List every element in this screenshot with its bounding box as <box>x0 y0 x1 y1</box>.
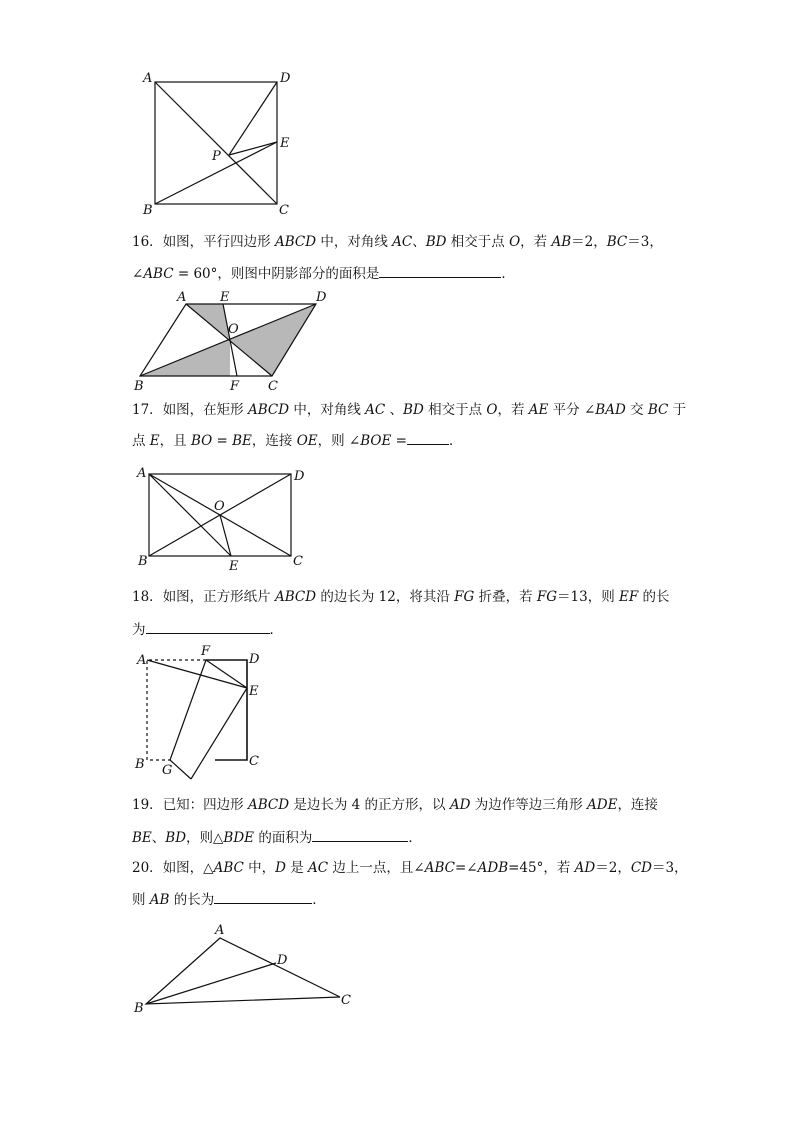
math: BE <box>132 830 152 846</box>
label-e: E <box>229 559 239 574</box>
text: 、 <box>385 402 404 418</box>
text: ∠ <box>132 266 144 282</box>
label-d: D <box>294 469 305 484</box>
question-number: 19． <box>132 797 163 813</box>
text: = 60°，则图中阴影部分的面积是 <box>173 266 380 282</box>
math: ABCD <box>274 234 317 250</box>
text: ，则△ <box>186 830 224 846</box>
text: 交 <box>625 402 648 418</box>
text: ＝2， <box>595 860 631 876</box>
text: ，则 ∠ <box>317 433 361 449</box>
text: ． <box>312 892 326 908</box>
text: 如图，△ <box>162 860 214 876</box>
text: ＝3， <box>627 234 663 250</box>
text: 的长 <box>638 589 670 605</box>
math: CD <box>630 860 652 876</box>
text: =45°，若 <box>508 860 575 876</box>
text: ，连接 <box>617 797 658 813</box>
label-a: A <box>143 71 153 86</box>
text: 平分 ∠ <box>548 402 596 418</box>
label-f: F <box>230 379 240 394</box>
math: ABC <box>213 860 244 876</box>
text: 是 <box>285 860 309 876</box>
text: ． <box>448 433 463 449</box>
question-number: 16． <box>132 234 163 250</box>
label-p: P <box>212 149 221 164</box>
text: ． <box>269 622 283 638</box>
text: =∠ <box>455 860 478 876</box>
text: ，连接 <box>251 433 297 449</box>
text: 如图，平行四边形 <box>162 234 275 250</box>
label-b: B <box>134 379 144 394</box>
label-a: A <box>215 923 225 938</box>
text: 于 <box>668 402 687 418</box>
segment-bd <box>146 963 276 1004</box>
math: BO <box>190 433 213 449</box>
text: 、 <box>151 830 166 846</box>
text: 、 <box>412 234 426 250</box>
math: AC <box>392 234 413 250</box>
text: 则 <box>132 892 150 908</box>
math: ABCD <box>274 589 317 605</box>
label-c: C <box>293 554 303 569</box>
text: ＝3， <box>651 860 688 876</box>
math: BAD <box>595 402 626 418</box>
text: 为 <box>132 622 146 638</box>
triangle-abc <box>146 938 340 1004</box>
math: AB <box>149 892 170 908</box>
math: BOE <box>360 433 392 449</box>
math: ADE <box>587 797 618 813</box>
math: ABC <box>143 266 174 282</box>
label-e: E <box>220 290 230 305</box>
label-d: D <box>249 652 260 667</box>
label-a: A <box>177 290 187 305</box>
label-g: G <box>162 763 173 778</box>
text: 为边作等边三角形 <box>470 797 587 813</box>
label-d: D <box>316 290 327 305</box>
text: = <box>391 433 407 449</box>
label-c: C <box>279 203 289 218</box>
text: 中， <box>243 860 276 876</box>
math: OE <box>296 433 318 449</box>
text: 是边长为 4 的正方形，以 <box>289 797 450 813</box>
text: 点 <box>132 433 150 449</box>
math: ABC <box>424 860 455 876</box>
math: ABCD <box>247 402 290 418</box>
label-c: C <box>341 993 351 1008</box>
math: BC <box>647 402 669 418</box>
label-d: D <box>280 71 291 86</box>
label-a: A <box>137 466 147 481</box>
math: BC <box>606 234 628 250</box>
text: 的边长为 12，将其沿 <box>316 589 455 605</box>
text: 相交于点 <box>446 234 510 250</box>
text: 的面积为 <box>254 830 313 846</box>
label-o: O <box>214 499 225 514</box>
math: O <box>486 402 498 418</box>
question-number: 20． <box>132 860 163 876</box>
text: = <box>212 433 233 449</box>
math: BDE <box>223 830 255 846</box>
question-number: 17． <box>132 402 163 418</box>
math: BD <box>425 234 447 250</box>
text: ＝2， <box>571 234 607 250</box>
text: ，且 <box>159 433 191 449</box>
math: E <box>149 433 160 449</box>
math: FG <box>454 589 475 605</box>
label-a: A <box>137 653 147 668</box>
label-b: B <box>143 203 153 218</box>
question-number: 18． <box>132 589 163 605</box>
math: AD <box>574 860 596 876</box>
label-b: B <box>134 1001 144 1016</box>
label-d: D <box>277 953 288 968</box>
math: EF <box>619 589 639 605</box>
text: ． <box>408 830 422 846</box>
text: 边上一点，且∠ <box>328 860 425 876</box>
label-c: C <box>268 379 278 394</box>
text: 如图，在矩形 <box>162 402 248 418</box>
text: ＝13，则 <box>557 589 620 605</box>
label-o: O <box>228 322 239 337</box>
label-f: F <box>201 644 211 659</box>
text: 中，对角线 <box>316 234 393 250</box>
label-c: C <box>249 754 259 769</box>
math: BD <box>403 402 424 418</box>
math: AC <box>365 402 386 418</box>
text: ，若 <box>520 234 552 250</box>
text: 已知：四边形 <box>162 797 248 813</box>
math: O <box>509 234 521 250</box>
math: BE <box>232 433 252 449</box>
text: ． <box>501 266 515 282</box>
math: AB <box>551 234 572 250</box>
text: 的长为 <box>169 892 215 908</box>
math: AC <box>308 860 329 876</box>
text: 如图，正方形纸片 <box>162 589 275 605</box>
math: D <box>275 860 286 876</box>
text: ，若 <box>497 402 529 418</box>
math: ADB <box>477 860 509 876</box>
label-b: B <box>135 757 145 772</box>
text: 折叠，若 <box>474 589 537 605</box>
label-b: B <box>138 554 148 569</box>
math: AD <box>449 797 471 813</box>
label-e: E <box>280 136 290 151</box>
label-e: E <box>249 684 259 699</box>
text: 相交于点 <box>423 402 487 418</box>
math: BD <box>165 830 187 846</box>
math: AE <box>528 402 549 418</box>
math: FG <box>536 589 558 605</box>
text: 中，对角线 <box>289 402 366 418</box>
math: ABCD <box>247 797 290 813</box>
